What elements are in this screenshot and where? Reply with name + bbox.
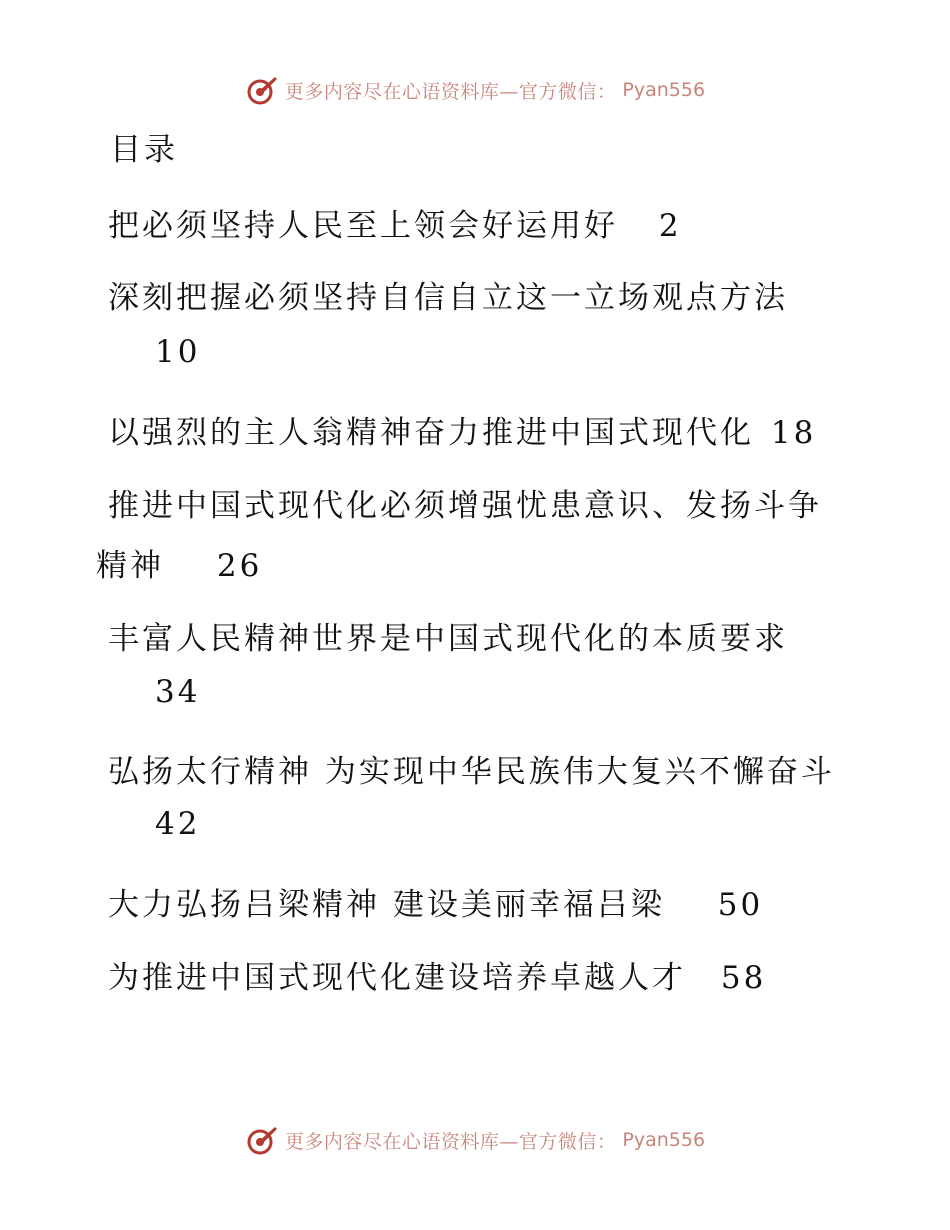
toc-entry-title: 大力弘扬吕梁精神 建设美丽幸福吕梁 [108,887,665,923]
toc-entry-page: 58 [720,960,767,996]
toc-entry[interactable] [108,952,766,997]
toc-entry-title: 以强烈的主人翁精神奋力推进中国式现代化 [108,415,754,451]
watermark-handle: Pyan556 [622,1129,706,1151]
toc-entry[interactable] [108,200,682,245]
toc-entry-page: 42 [155,806,201,842]
toc-entry-title: 把必须坚持人民至上领会好运用好 [108,208,618,244]
toc-title: 目录 [110,132,178,168]
toc-entry-page: 34 [155,674,201,710]
toc-entry-title-cont: 精神 [96,548,164,584]
watermark-handle: Pyan556 [622,79,706,101]
header-watermark [0,70,950,110]
toc-entry-title[interactable]: 推进中国式现代化必须增强忧患意识、发扬斗争 [108,488,822,524]
toc-entry-title[interactable]: 深刻把握必须坚持自信自立这一立场观点方法 [108,280,788,316]
pen-logo-icon [245,1123,279,1157]
toc-entry-title[interactable]: 丰富人民精神世界是中国式现代化的本质要求 [108,621,788,657]
toc-entry[interactable] [108,879,763,924]
toc-entry[interactable] [96,540,262,585]
watermark-text: 更多内容尽在心语资料库—官方微信： [284,1130,617,1153]
toc-entry-title[interactable]: 弘扬太行精神 为实现中华民族伟大复兴不懈奋斗 [108,754,835,790]
toc-entry-page: 26 [216,548,263,584]
toc-entry[interactable] [108,407,816,452]
toc-entry-title: 为推进中国式现代化建设培养卓越人才 [108,960,686,996]
toc-entry-page: 2 [658,208,682,244]
toc-entry-page: 10 [155,334,201,370]
footer-watermark [0,1120,950,1160]
toc-entry-page: 18 [770,415,817,451]
watermark-text: 更多内容尽在心语资料库—官方微信： [284,80,617,103]
toc-entry-page: 50 [717,887,764,923]
pen-logo-icon [245,73,279,107]
